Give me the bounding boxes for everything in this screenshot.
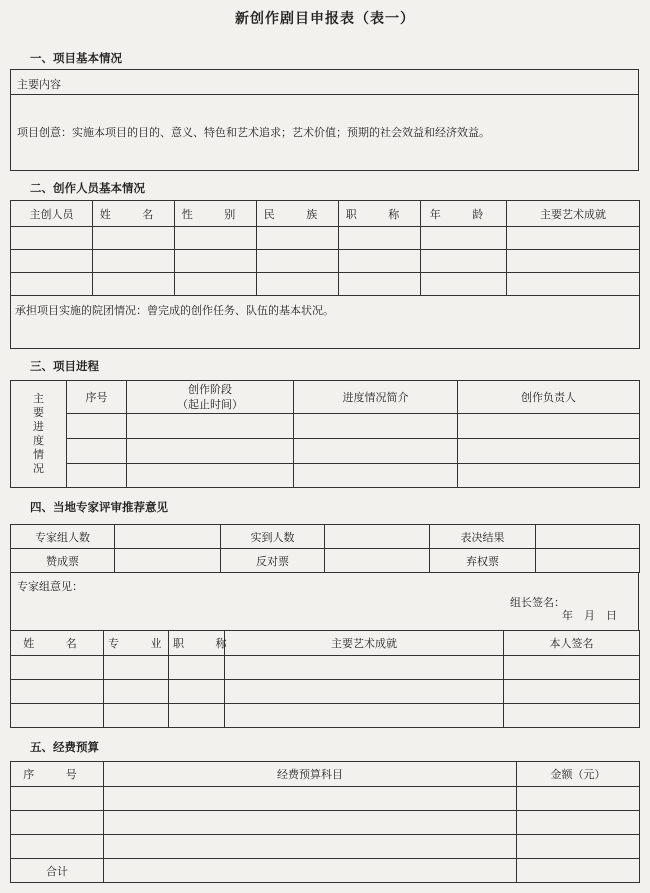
staff-table bbox=[10, 200, 640, 349]
table-cell[interactable] bbox=[225, 704, 504, 728]
expert-header: 姓 名 bbox=[11, 631, 104, 656]
vote-value[interactable] bbox=[536, 549, 640, 573]
section-1-box bbox=[10, 69, 639, 171]
table-row bbox=[11, 414, 640, 439]
staff-header: 主创人员 bbox=[11, 201, 93, 227]
section-2-heading: 二、创作人员基本情况 bbox=[30, 181, 145, 195]
table-cell[interactable] bbox=[127, 464, 294, 488]
table-cell[interactable] bbox=[225, 680, 504, 704]
progress-side-label-cell bbox=[11, 381, 67, 488]
table-row bbox=[11, 656, 640, 680]
table-cell[interactable] bbox=[421, 250, 507, 273]
table-cell[interactable] bbox=[169, 656, 225, 680]
table-row bbox=[11, 273, 640, 296]
vote-label: 专家组人数 bbox=[11, 525, 115, 549]
table-cell[interactable] bbox=[11, 787, 104, 811]
table-cell[interactable] bbox=[11, 680, 104, 704]
table-row bbox=[11, 704, 640, 728]
staff-header: 民 族 bbox=[257, 201, 339, 227]
table-row bbox=[11, 811, 640, 835]
vote-value[interactable] bbox=[115, 549, 221, 573]
budget-header: 经费预算科目 bbox=[104, 762, 517, 787]
table-cell[interactable] bbox=[104, 704, 169, 728]
progress-header: 进度情况简介 bbox=[294, 381, 458, 414]
table-cell[interactable] bbox=[93, 250, 175, 273]
expert-opinion-label: 专家组意见： bbox=[17, 580, 83, 593]
table-cell[interactable] bbox=[294, 439, 458, 464]
vote-value[interactable] bbox=[536, 525, 640, 549]
table-cell[interactable] bbox=[294, 464, 458, 488]
expert-header: 主要艺术成就 bbox=[225, 631, 504, 656]
table-cell[interactable] bbox=[127, 439, 294, 464]
table-cell[interactable] bbox=[11, 656, 104, 680]
table-cell[interactable] bbox=[93, 273, 175, 296]
table-cell[interactable] bbox=[67, 414, 127, 439]
staff-header: 年 龄 bbox=[421, 201, 507, 227]
table-cell[interactable] bbox=[421, 273, 507, 296]
progress-header-stage bbox=[127, 381, 294, 414]
progress-side-label: 主要进度情况 bbox=[33, 392, 44, 475]
table-cell[interactable] bbox=[225, 656, 504, 680]
table-cell[interactable] bbox=[175, 250, 257, 273]
vote-table bbox=[10, 524, 640, 573]
table-cell[interactable] bbox=[257, 273, 339, 296]
staff-header: 性 别 bbox=[175, 201, 257, 227]
expert-header: 本人签名 bbox=[504, 631, 640, 656]
table-cell[interactable] bbox=[339, 227, 421, 250]
table-cell[interactable] bbox=[517, 787, 640, 811]
table-cell[interactable] bbox=[11, 250, 93, 273]
table-cell[interactable] bbox=[458, 414, 640, 439]
budget-total-cell[interactable] bbox=[104, 859, 517, 883]
table-cell[interactable] bbox=[11, 704, 104, 728]
table-cell[interactable] bbox=[507, 273, 640, 296]
table-row bbox=[11, 464, 640, 488]
table-cell[interactable] bbox=[67, 464, 127, 488]
table-cell[interactable] bbox=[421, 227, 507, 250]
table-cell[interactable] bbox=[11, 811, 104, 835]
table-cell[interactable] bbox=[504, 656, 640, 680]
section-5-heading: 五、经费预算 bbox=[30, 740, 99, 754]
table-cell[interactable] bbox=[104, 811, 517, 835]
vote-value[interactable] bbox=[325, 525, 430, 549]
table-cell[interactable] bbox=[104, 680, 169, 704]
expert-table bbox=[10, 630, 640, 728]
table-cell[interactable] bbox=[11, 273, 93, 296]
expert-header: 职 称 bbox=[169, 631, 225, 656]
budget-total-amount[interactable] bbox=[517, 859, 640, 883]
progress-table bbox=[10, 380, 640, 488]
progress-header-stage-line1: 创作阶段 bbox=[188, 383, 232, 396]
table-cell[interactable] bbox=[507, 250, 640, 273]
table-row bbox=[11, 439, 640, 464]
table-cell[interactable] bbox=[257, 227, 339, 250]
table-cell[interactable] bbox=[504, 680, 640, 704]
table-cell[interactable] bbox=[127, 414, 294, 439]
vote-label: 实到人数 bbox=[221, 525, 325, 549]
vote-label: 表决结果 bbox=[430, 525, 536, 549]
staff-header: 姓 名 bbox=[93, 201, 175, 227]
table-row bbox=[11, 680, 640, 704]
table-cell[interactable] bbox=[175, 227, 257, 250]
vote-value[interactable] bbox=[325, 549, 430, 573]
table-cell[interactable] bbox=[294, 414, 458, 439]
table-cell[interactable] bbox=[517, 811, 640, 835]
budget-total-label: 合计 bbox=[11, 859, 104, 883]
progress-header-stage-line2: （起止时间） bbox=[177, 398, 243, 411]
table-cell[interactable] bbox=[11, 835, 104, 859]
budget-table bbox=[10, 761, 640, 883]
table-cell[interactable] bbox=[67, 439, 127, 464]
table-cell[interactable] bbox=[517, 835, 640, 859]
budget-header: 金额（元） bbox=[517, 762, 640, 787]
progress-header: 序号 bbox=[67, 381, 127, 414]
table-row bbox=[11, 227, 640, 250]
table-cell[interactable] bbox=[257, 250, 339, 273]
table-cell[interactable] bbox=[339, 273, 421, 296]
table-row bbox=[11, 250, 640, 273]
table-row bbox=[11, 787, 640, 811]
expert-header: 专 业 bbox=[104, 631, 169, 656]
leader-sign-label: 组长签名： bbox=[510, 596, 565, 609]
section-3-heading: 三、项目进程 bbox=[30, 359, 99, 373]
vote-label: 反对票 bbox=[221, 549, 325, 573]
table-cell[interactable] bbox=[504, 704, 640, 728]
vote-value[interactable] bbox=[115, 525, 221, 549]
staff-header: 主要艺术成就 bbox=[507, 201, 640, 227]
vote-label: 弃权票 bbox=[430, 549, 536, 573]
table-cell[interactable] bbox=[93, 227, 175, 250]
table-cell[interactable] bbox=[458, 439, 640, 464]
section-1-heading: 一、项目基本情况 bbox=[30, 51, 122, 65]
vote-label: 赞成票 bbox=[11, 549, 115, 573]
table-cell[interactable] bbox=[169, 680, 225, 704]
creative-note: 项目创意：实施本项目的目的、意义、特色和艺术追求；艺术价值；预期的社会效益和经济效益。 bbox=[17, 126, 490, 139]
budget-header: 序 号 bbox=[11, 762, 104, 787]
progress-header: 创作负责人 bbox=[458, 381, 640, 414]
sign-date: 年 月 日 bbox=[562, 609, 617, 622]
section-4-heading: 四、当地专家评审推荐意见 bbox=[30, 500, 168, 514]
table-cell[interactable] bbox=[11, 227, 93, 250]
table-cell[interactable] bbox=[104, 656, 169, 680]
staff-header: 职 称 bbox=[339, 201, 421, 227]
table-row bbox=[11, 835, 640, 859]
table-cell[interactable] bbox=[169, 704, 225, 728]
main-content-label: 主要内容 bbox=[17, 78, 61, 91]
form-title: 新创作剧目申报表（表一） bbox=[235, 11, 415, 27]
table-cell[interactable] bbox=[339, 250, 421, 273]
troupe-note: 承担项目实施的院团情况：曾完成的创作任务、队伍的基本状况。 bbox=[11, 296, 640, 349]
table-cell[interactable] bbox=[104, 787, 517, 811]
table-cell[interactable] bbox=[507, 227, 640, 250]
table-cell[interactable] bbox=[175, 273, 257, 296]
table-cell[interactable] bbox=[104, 835, 517, 859]
table-cell[interactable] bbox=[458, 464, 640, 488]
